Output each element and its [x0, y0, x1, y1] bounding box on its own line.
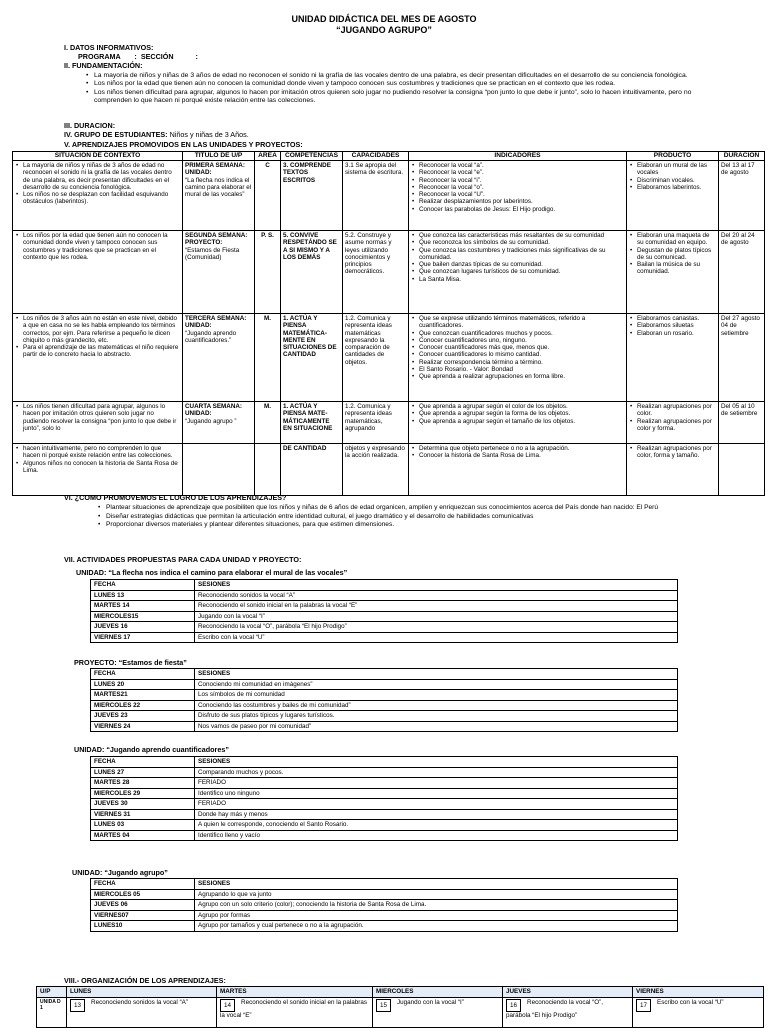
session-row — [91, 679, 678, 690]
session-text: Los símbolos de mi comunidad — [195, 690, 678, 701]
programa-line: PROGRAMA : SECCIÓN : — [78, 52, 198, 61]
session-text: FERIADO — [195, 778, 678, 789]
document-subtitle: “JUGANDO AGRUPO” — [336, 25, 432, 35]
header-cell: SITUACION DE CONTEXTO — [13, 152, 183, 161]
header-cell: JUEVES — [503, 987, 633, 998]
section-actividades-heading: VII. ACTIVIDADES PROPUESTAS PARA CADA UNIDAD Y PROYECTO: — [64, 555, 302, 564]
competencia-cell: 1. ACTÚA Y PIENSA MATEMÁTICA-MENTE EN SITUACIONES DE CANTIDAD — [281, 314, 343, 402]
block-label: UNIDAD: “Jugando aprendo cuantificadores” — [74, 745, 229, 754]
session-date: JUEVES 23 — [91, 711, 195, 722]
header-cell: CAPACIDADES — [343, 152, 409, 161]
titulo-sub: “La flecha nos indica el camino para elaborar el mural de las vocales” — [185, 176, 252, 199]
header-cell: PRODUCTO — [627, 152, 719, 161]
fundamentacion-item: • Los niños tienen dificultad para agrupar, algunos lo hacen por imitación otros quieren solo jugar no pudiendo resolver la consigna “pon junto lo que debe ir junto”, solo lo hacen intuitivamente, pero no comprenden lo que hacen ni porqué existe relación entre las colecciones. — [94, 89, 724, 106]
session-text: Jugando con la vocal “I” — [195, 611, 678, 622]
session-row — [91, 590, 678, 601]
titulo-label: PRIMERA SEMANA: UNIDAD: — [185, 162, 245, 177]
area-cell: M. — [255, 402, 281, 444]
producto-item: • Bailan la música de su comunidad. — [637, 261, 716, 276]
block-label: PROYECTO: “Estamos de fiesta” — [74, 658, 187, 667]
fundamentacion-list — [84, 72, 724, 105]
col-sesiones: SESIONES — [195, 580, 678, 591]
header-cell: U/P — [37, 987, 67, 998]
indicadores-cell — [409, 402, 627, 444]
titulo-cell — [183, 231, 255, 314]
titulo-cell — [183, 161, 255, 231]
contexto-cell — [13, 314, 183, 402]
col-sesiones: SESIONES — [195, 669, 678, 680]
indicador-item: • Que conozcan lugares turísticos de su comunidad. — [419, 268, 624, 275]
document-title: UNIDAD DIDÁCTICA DEL MES DE AGOSTO — [291, 14, 477, 24]
indicador-item: • Reconocer la vocal “a”. — [419, 162, 624, 169]
session-row — [91, 921, 678, 932]
indicador-item: • Que bailen danzas típicas de su comunidad. — [419, 261, 624, 268]
session-date: MARTES 14 — [91, 601, 195, 612]
session-date: LUNES 13 — [91, 590, 195, 601]
indicador-item: • Realizar desplazamientos por laberintos. — [419, 198, 624, 205]
indicador-item: • La Santa Misa. — [419, 276, 624, 283]
promovemos-item: • Proporcionar diversos materiales y plantear diferentes situaciones, para que estimen dimensiones. — [106, 521, 760, 530]
session-text: Agrupo por tamaños y cual pertenece o no a la agrupación. — [195, 921, 678, 932]
contexto-item: • Algunos niños no conocen la historia de Santa Rosa de Lima. — [23, 460, 180, 475]
session-row — [91, 830, 678, 841]
producto-item: • Realizan agrupaciones por color, forma y tamaño. — [637, 445, 716, 460]
session-text: Conociendo las costumbres y bailes de mi comunidad” — [195, 700, 678, 711]
indicador-item: • Conocer cuantificadores uno, ninguno. — [419, 337, 624, 344]
header-cell: VIERNES — [633, 987, 764, 998]
session-text: A quien le corresponde, conociendo el Santo Rosario. — [195, 820, 678, 831]
titulo-label: SEGUNDA SEMANA: PROYECTO: — [185, 232, 248, 247]
area-cell: P. S. — [255, 231, 281, 314]
session-date: MARTES 28 — [91, 778, 195, 789]
contexto-cell — [13, 161, 183, 231]
titulo-cell — [183, 402, 255, 444]
contexto-cell — [13, 402, 183, 444]
area-cell: C — [255, 161, 281, 231]
producto-item: • Elaboran un mural de las vocales — [637, 162, 716, 177]
contexto-cell — [13, 444, 183, 496]
producto-item: • Elaboramos siluetas — [637, 322, 716, 329]
promovemos-list — [96, 504, 760, 530]
grupo-value: Niños y niñas de 3 Años. — [169, 130, 249, 139]
session-text: Agrupando lo que va junto — [195, 889, 678, 900]
producto-item: • Realizan agrupaciones por color y forma. — [637, 418, 716, 433]
grupo-label: IV. GRUPO DE ESTUDIANTES: — [64, 130, 168, 139]
producto-cell — [627, 231, 719, 314]
contexto-item: • Los niños tienen dificultad para agrupar, algunos lo hacen por imitación otros quieren solo jugar no pudiendo resolver la consigna “pon junto lo que debe ir junto”, solo lo — [23, 403, 180, 432]
indicadores-cell — [409, 314, 627, 402]
day-cell — [373, 998, 503, 1028]
sessions-header-row — [91, 879, 678, 890]
section-promovemos-heading: VI. ¿COMO PROMOVEMOS EL LOGRO DE LOS APRENDIZAJES? — [64, 493, 287, 502]
section-organizacion-heading: VIII.- ORGANIZACIÓN DE LOS APRENDIZAJES: — [64, 976, 226, 985]
session-date: MARTES21 — [91, 690, 195, 701]
session-text: Reconociendo la vocal “O”, parábola “El hijo Prodigo” — [195, 622, 678, 633]
day-number: 13 — [70, 999, 85, 1012]
contexto-cell — [13, 231, 183, 314]
duracion-cell: Del 20 al 24 de agosto — [719, 231, 765, 314]
indicador-item: • Conocer las parabolas de Jesus: El Hijo prodigo. — [419, 206, 624, 213]
header-cell: INDICADORES — [409, 152, 627, 161]
header-cell: DURACION — [719, 152, 765, 161]
day-cell — [633, 998, 764, 1028]
sessions-table — [90, 668, 678, 732]
capacidad-cell: 3.1 Se apropia del sistema de escritura. — [343, 161, 409, 231]
session-text: Agrupo con un solo criterio (color); conociendo la historia de Santa Rosa de Lima. — [195, 900, 678, 911]
table-row — [13, 161, 765, 231]
section-datos-heading: I. DATOS INFORMATIVOS: — [64, 43, 154, 52]
table-row — [13, 402, 765, 444]
session-row — [91, 711, 678, 722]
indicador-item: • Que aprenda a agrupar según el tamaño de los objetos. — [419, 418, 624, 425]
producto-item: • Elaboran una maqueta de su comunidad en equipo. — [637, 232, 716, 247]
indicador-item: • Reconocer la vocal “e”. — [419, 169, 624, 176]
indicadores-cell — [409, 444, 627, 496]
col-sesiones: SESIONES — [195, 879, 678, 890]
fundamentacion-item: • La mayoría de niños y niñas de 3 años de edad no reconocen el sonido ni la grafía de las vocales dentro de una palabra, es decir presentan dificultades en el desarrollo de su conciencia fonológica. — [94, 72, 724, 80]
indicador-item: • Conocer la historia de Santa Rosa de Lima. — [419, 452, 624, 459]
session-text: Agrupo por formas — [195, 910, 678, 921]
header-cell: MARTES — [217, 987, 373, 998]
sessions-header-row — [91, 580, 678, 591]
section-duracion-heading: III. DURACION: — [64, 121, 116, 130]
session-text: Reconociendo el sonido inicial en la palabras la vocal “E” — [195, 601, 678, 612]
indicador-item: • Que aprenda a agrupar según el color de los objetos. — [419, 403, 624, 410]
indicador-item: • Reconocer la vocal “o”. — [419, 184, 624, 191]
table-row — [13, 314, 765, 402]
session-row — [91, 690, 678, 701]
indicador-item: • Determina que objeto pertenece o no a la agrupación. — [419, 445, 624, 452]
session-date: LUNES 20 — [91, 679, 195, 690]
session-date: MARTES 04 — [91, 830, 195, 841]
promovemos-item: • Plantear situaciones de aprendizaje que posibiliten que los niños y niñas de 6 años de edad organicen, amplíen y enriquezcan sus conocimientos acerca del País donde han nacido: El Perú — [106, 504, 760, 513]
titulo-cell — [183, 314, 255, 402]
session-date: JUEVES 06 — [91, 900, 195, 911]
titulo-label: CUARTA SEMANA: UNIDAD: — [185, 403, 243, 418]
producto-cell — [627, 402, 719, 444]
day-text: Jugando con la vocal “I” — [397, 999, 464, 1006]
indicador-item: • Que reconozca los símbolos de su comunidad. — [419, 239, 624, 246]
section-fundamentacion-heading: II. FUNDAMENTACIÓN: — [64, 61, 143, 70]
indicador-item: • Que conozcan cuantificadores muchos y pocos. — [419, 330, 624, 337]
indicadores-cell — [409, 161, 627, 231]
block-label: UNIDAD: “La flecha nos indica el camino para elaborar el mural de las vocales” — [76, 568, 348, 577]
capacidad-cell: 1.2. Comunica y representa ideas matemáticas, agrupando — [343, 402, 409, 444]
indicador-item: • Que aprenda a agrupar según la forma de los objetos. — [419, 410, 624, 417]
day-number: 16 — [506, 999, 521, 1012]
session-row — [91, 809, 678, 820]
duracion-cell: Del 27 agosto 04 de setiembre — [719, 314, 765, 402]
session-row — [91, 820, 678, 831]
session-row — [91, 910, 678, 921]
header-cell: AREA — [255, 152, 281, 161]
duracion-cell: Del 13 al 17 de agosto — [719, 161, 765, 231]
session-row — [91, 788, 678, 799]
col-fecha: FECHA — [91, 669, 195, 680]
col-fecha: FECHA — [91, 757, 195, 768]
day-number: 14 — [220, 999, 235, 1012]
day-cell — [217, 998, 373, 1028]
session-date: VIERNES 31 — [91, 809, 195, 820]
titulo-label: TERCERA SEMANA: UNIDAD: — [185, 315, 247, 330]
sessions-header-row — [91, 669, 678, 680]
section-aprendizajes-heading: V. APRENDIZAJES PROMOVIDOS EN LAS UNIDADES Y PROYECTOS: — [64, 140, 303, 149]
duracion-cell: Del 05 al 10 de setiembre — [719, 402, 765, 444]
day-text: Reconociendo el sonido inicial en la palabras la vocal “E” — [220, 999, 368, 1020]
indicador-item: • Que conozca las características más resaltantes de su comunidad — [419, 232, 624, 239]
day-number: 17 — [636, 999, 651, 1012]
session-row — [91, 900, 678, 911]
session-row — [91, 767, 678, 778]
titulo-sub: “Jugando agrupo ” — [185, 417, 237, 425]
session-date: JUEVES 30 — [91, 799, 195, 810]
sessions-table — [90, 579, 678, 643]
sessions-table — [90, 878, 678, 932]
contexto-item: • hacen intuitivamente, pero no comprenden lo que hacen ni porqué existe relación entre las colecciones. — [23, 445, 180, 460]
contexto-item: • Los niños por la edad que tienen aún no conocen la comunidad donde viven y tampoco conocen sus costumbres y tradiciones que se practican en el contexto que les rodea. — [23, 232, 180, 261]
session-text: Escribo con la vocal “U” — [195, 632, 678, 643]
day-cell — [67, 998, 217, 1028]
indicador-item: • Conocer cuantificadores lo mismo cantidad. — [419, 351, 624, 358]
capacidad-cell: 5.2. Construye y asume normas y leyes utilizando conocimientos y principios democráticos. — [343, 231, 409, 314]
capacidad-cell: 1.2. Comunica y representa ideas matemáticas expresando la comparación de cantidades de objetos. — [343, 314, 409, 402]
session-text: Nos vamos de paseo por mi comunidad” — [195, 721, 678, 732]
aprendizajes-table — [12, 151, 765, 496]
session-date: LUNES 03 — [91, 820, 195, 831]
session-text: Conociendo mi comunidad en imágenes” — [195, 679, 678, 690]
session-row — [91, 778, 678, 789]
session-row — [91, 622, 678, 633]
indicador-item: • Reconocer la vocal “i”. — [419, 177, 624, 184]
indicador-item: • Que conozca las costumbres y tradiciones más significativas de su comunidad. — [419, 247, 624, 262]
session-row — [91, 700, 678, 711]
fundamentacion-item: • Los niños por la edad que tienen aún no conocen la comunidad donde viven y tampoco conocen sus costumbres y tradiciones que se practican en el contexto que les rodea. — [94, 80, 724, 88]
grupo-line — [64, 131, 249, 139]
session-date: VIERNES07 — [91, 910, 195, 921]
producto-item: • Elaboramos laberintos. — [637, 184, 716, 191]
day-number: 15 — [376, 999, 391, 1012]
indicador-item: • Conocer cuantificadores más que, menos que. — [419, 344, 624, 351]
organizacion-header-row — [37, 987, 764, 998]
titulo-sub: “Estamos de Fiesta (Comunidad) — [185, 246, 240, 261]
session-date: VIERNES 24 — [91, 721, 195, 732]
contexto-item: • Para el aprendizaje de las matemáticas el niño requiere partir de lo concreto hacia lo abstracto. — [23, 344, 180, 359]
competencia-cell: 1. ACTÚA Y PIENSA MATE-MÁTICAMENTE EN SITUACIONE — [281, 402, 343, 444]
promovemos-item: • Diseñar estrategias didácticas que permitan la articulación entre identidad cultural, el juego dramático y el desarrollo de habilidades comunicativas — [106, 513, 760, 522]
col-fecha: FECHA — [91, 580, 195, 591]
header-cell: TITULO DE U/P — [183, 152, 255, 161]
competencia-cell: DE CANTIDAD — [281, 444, 343, 496]
session-row — [91, 799, 678, 810]
session-row — [91, 611, 678, 622]
day-text: Reconociendo la vocal “O”, parábola “El hijo Prodigo” — [506, 999, 603, 1020]
session-row — [91, 601, 678, 612]
table-row — [13, 444, 765, 496]
session-text: FERIADO — [195, 799, 678, 810]
session-text: Comparando muchos y pocos. — [195, 767, 678, 778]
col-fecha: FECHA — [91, 879, 195, 890]
contexto-item: • La mayoría de niños y niñas de 3 años de edad no reconocen el sonido ni la grafía de las vocales dentro de una palabra, es decir presentan dificultades en el desarrollo de su conciencia fonológica. — [23, 162, 180, 191]
indicador-item: • Reconocer la vocal “U”. — [419, 191, 624, 198]
competencia-cell: 5. CONVIVE RESPETÁNDO SE A SI MISMO Y A LOS DEMÁS — [281, 231, 343, 314]
contexto-item: • Los niños no se desplazan con facilidad esquivando obstáculos (laberintos). — [23, 191, 180, 206]
session-date: MIERCOLES15 — [91, 611, 195, 622]
session-row — [91, 721, 678, 732]
organizacion-row — [37, 998, 764, 1028]
block-label: UNIDAD: “Jugando agrupo” — [72, 868, 168, 877]
indicadores-cell — [409, 231, 627, 314]
session-text: Donde hay más y menos — [195, 809, 678, 820]
contexto-item: • Los niños de 3 años aún no están en este nivel, debido a que en casa no se les habla empleando los términos correctos, por ejm. Para referirse a pequeño le dicen chiquito o más grandecito, etc. — [23, 315, 180, 344]
producto-cell — [627, 161, 719, 231]
session-date: LUNES 27 — [91, 767, 195, 778]
session-row — [91, 632, 678, 643]
producto-item: • Realizan agrupaciones por color. — [637, 403, 716, 418]
session-date: MIERCOLES 22 — [91, 700, 195, 711]
session-row — [91, 889, 678, 900]
session-date: VIERNES 17 — [91, 632, 195, 643]
session-text: Identifico uno ninguno — [195, 788, 678, 799]
producto-cell — [627, 314, 719, 402]
indicador-item: • El Santo Rosario. - Valor: Bondad — [419, 366, 624, 373]
col-sesiones: SESIONES — [195, 757, 678, 768]
day-text: Reconociendo sonidos la vocal “A” — [91, 999, 188, 1006]
sessions-header-row — [91, 757, 678, 768]
session-text: Identifico lleno y vacío — [195, 830, 678, 841]
session-date: MIERCOLES 29 — [91, 788, 195, 799]
table-row — [13, 231, 765, 314]
session-text: Disfruto de sus platos típicos y lugares turísticos. — [195, 711, 678, 722]
row-label: UNIDA D 1 — [37, 998, 67, 1028]
organizacion-table — [36, 986, 764, 1028]
session-date: LUNES10 — [91, 921, 195, 932]
producto-item: • Elaboran un rosario. — [637, 330, 716, 337]
session-text: Reconociendo sonidos la vocal “A” — [195, 590, 678, 601]
producto-item: • Elaboramos canastas. — [637, 315, 716, 322]
indicador-item: • Realizar correspondencia término a término. — [419, 359, 624, 366]
header-cell: LUNES — [67, 987, 217, 998]
area-cell: M. — [255, 314, 281, 402]
producto-cell — [627, 444, 719, 496]
titulo-sub: “Jugando aprendo cuantificadores.” — [185, 329, 237, 344]
producto-item: • Discriminan vocales. — [637, 177, 716, 184]
sessions-table — [90, 756, 678, 841]
session-date: MIERCOLES 05 — [91, 889, 195, 900]
area-cell — [255, 444, 281, 496]
capacidad-cell: objetos y expresando la acción realizada. — [343, 444, 409, 496]
day-text: Escribo con la vocal “U” — [657, 999, 724, 1006]
session-date: JUEVES 16 — [91, 622, 195, 633]
day-cell — [503, 998, 633, 1028]
duracion-cell — [719, 444, 765, 496]
indicador-item: • Que se exprese utilizando términos matemáticos, referido a cuantificadores. — [419, 315, 624, 330]
indicador-item: • Que aprenda a realizar agrupaciones en forma libre. — [419, 373, 624, 380]
producto-item: • Degustan de platos típicos de su comunicad. — [637, 247, 716, 262]
table-header-row — [13, 152, 765, 161]
titulo-cell — [183, 444, 255, 496]
competencia-cell: 3. COMPRENDE TEXTOS ESCRITOS — [281, 161, 343, 231]
header-cell: COMPETENCIAS — [281, 152, 343, 161]
header-cell: MIERCOLES — [373, 987, 503, 998]
